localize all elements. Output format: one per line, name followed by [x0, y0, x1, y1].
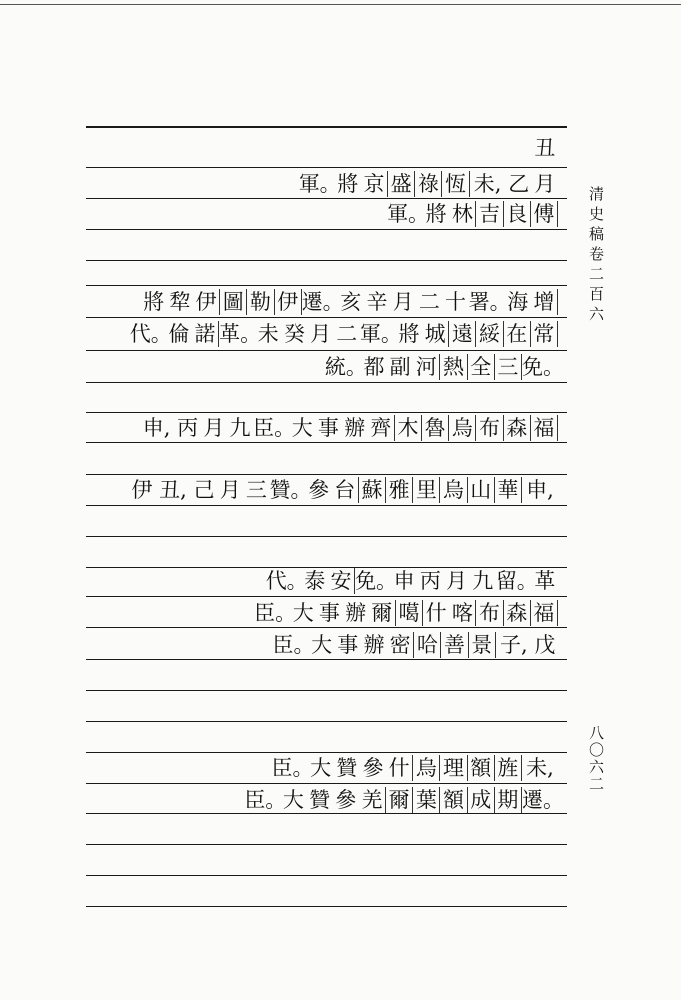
text-char: 統。: [324, 355, 367, 379]
table-row: [86, 787, 564, 813]
text-char: 代。: [129, 322, 172, 346]
text-char: 丑: [534, 136, 556, 160]
text-char: 大: [311, 633, 333, 657]
text-char: 魯: [422, 415, 449, 441]
text-char: 泰: [304, 569, 326, 593]
text-char: 倫: [168, 322, 190, 346]
page-top-edge: [0, 4, 681, 5]
text-char: 伊: [131, 478, 153, 502]
text-char: 月: [534, 172, 556, 196]
text-char: 申,: [526, 478, 554, 502]
text-char: 吉: [476, 201, 503, 227]
text-char: 額: [468, 755, 495, 781]
table-row: [86, 201, 558, 227]
text-char: 林: [449, 201, 476, 227]
ruled-line: [86, 285, 567, 286]
text-char: 臣。: [271, 756, 314, 780]
text-char: 熱: [440, 354, 467, 380]
text-char: 九: [472, 569, 494, 593]
text-char: 齊: [368, 415, 395, 441]
text-char: 參: [335, 788, 357, 812]
text-char: 什: [425, 601, 447, 625]
text-char: 臣。: [253, 416, 296, 440]
ruled-line: [86, 317, 567, 318]
text-char: 大: [291, 416, 313, 440]
text-char: 留。: [495, 569, 538, 593]
text-char: 盛: [388, 171, 415, 197]
text-char: 事: [337, 633, 359, 657]
table-row: [86, 477, 558, 503]
text-char: 綏: [476, 321, 503, 347]
table-row: [86, 568, 558, 594]
text-char: 伊: [193, 289, 220, 315]
ruled-line: [86, 721, 567, 722]
text-char: 革: [534, 569, 556, 593]
text-char: 戊: [534, 633, 556, 657]
text-char: 辦: [363, 633, 385, 657]
text-char: 辦: [344, 416, 366, 440]
text-char: 參: [308, 478, 330, 502]
text-char: 未,: [526, 756, 554, 780]
text-char: 成: [468, 787, 495, 813]
ruled-line: [86, 813, 567, 814]
text-char: 都: [363, 355, 385, 379]
table-row: [86, 415, 558, 441]
text-char: 山: [468, 477, 495, 503]
text-char: 二: [336, 322, 358, 346]
text-char: 森: [504, 415, 531, 441]
text-char: 月: [219, 478, 241, 502]
text-char: 布: [476, 415, 503, 441]
ruled-line: [86, 875, 567, 876]
text-char: 額: [440, 787, 467, 813]
text-char: 月: [392, 290, 414, 314]
text-char: 哈: [414, 632, 441, 658]
ruled-line: [86, 536, 567, 537]
table-row: [86, 755, 558, 781]
text-char: 河: [413, 354, 440, 380]
text-char: 軍。: [298, 172, 341, 196]
text-char: 副: [389, 355, 411, 379]
text-char: 贊: [309, 788, 331, 812]
text-char: 烏: [413, 755, 440, 781]
ruled-line: [86, 627, 567, 628]
ruled-line: [86, 659, 567, 660]
table-row: [86, 321, 558, 347]
text-char: 贊。: [269, 478, 312, 502]
text-char: 丙: [419, 569, 441, 593]
text-char: 葉: [413, 787, 440, 813]
text-char: 爾: [386, 787, 413, 813]
text-char: 三: [245, 478, 267, 502]
text-char: 大: [292, 601, 314, 625]
text-char: 將: [398, 322, 420, 346]
text-char: 辦: [345, 601, 367, 625]
text-char: 二: [418, 290, 440, 314]
text-char: 理: [440, 755, 467, 781]
table-row: [86, 600, 558, 626]
text-char: 將: [337, 172, 359, 196]
text-char: 台: [332, 477, 359, 503]
text-char: 安: [328, 568, 355, 594]
ruled-line: [86, 198, 567, 199]
text-char: 噶: [396, 600, 423, 626]
ruled-line: [86, 126, 567, 128]
text-char: 祿: [415, 171, 442, 197]
text-char: 增: [531, 289, 558, 315]
ruled-line: [86, 844, 567, 845]
text-char: 烏: [440, 477, 467, 503]
text-char: 京: [361, 171, 388, 197]
text-char: 遠: [449, 321, 476, 347]
text-char: 署。: [468, 290, 511, 314]
text-char: 福: [531, 600, 558, 626]
text-char: 乙: [508, 172, 530, 196]
text-char: 旌: [495, 755, 522, 781]
text-char: 九: [229, 416, 251, 440]
text-char: 福: [531, 415, 558, 441]
text-char: 遷。: [522, 788, 564, 812]
text-char: 全: [468, 354, 495, 380]
text-char: 傅: [531, 201, 558, 227]
ruled-line: [86, 752, 567, 753]
ruled-line: [86, 229, 567, 230]
text-char: 木: [395, 415, 422, 441]
ruled-line: [86, 474, 567, 475]
text-char: 軍。: [359, 322, 402, 346]
ruled-line: [86, 505, 567, 506]
text-char: 事: [318, 601, 340, 625]
text-char: 在: [504, 321, 531, 347]
text-char: 免。: [522, 355, 564, 379]
page-number: 八〇六二: [587, 725, 605, 793]
text-char: 里: [413, 477, 440, 503]
text-char: 景: [469, 632, 496, 658]
text-char: 喀: [449, 600, 476, 626]
text-char: 臣。: [244, 788, 287, 812]
text-char: 事: [317, 416, 339, 440]
table-row: [86, 289, 558, 315]
table-row: [86, 632, 558, 658]
text-char: 三: [495, 354, 522, 380]
ruled-line: [86, 906, 567, 907]
text-char: 蘇: [359, 477, 386, 503]
text-char: 海: [507, 290, 529, 314]
text-char: 遷。: [301, 290, 344, 314]
ruled-line: [86, 596, 567, 597]
text-char: 勒: [247, 289, 274, 315]
text-char: 贊: [336, 756, 358, 780]
text-char: 癸: [283, 322, 305, 346]
text-char: 己: [193, 478, 215, 502]
ruled-line: [86, 690, 567, 691]
text-char: 伊: [275, 289, 302, 315]
text-char: 將: [425, 202, 447, 226]
text-char: 革。: [219, 322, 262, 346]
ruled-line: [86, 350, 567, 351]
text-char: 爾: [369, 600, 396, 626]
text-char: 參: [362, 756, 384, 780]
text-char: 月: [310, 322, 332, 346]
table-row: [86, 354, 564, 380]
running-head: 清史稿卷二百六: [587, 186, 605, 326]
text-char: 華: [495, 477, 522, 503]
text-char: 烏: [449, 415, 476, 441]
text-char: 未,: [473, 172, 502, 196]
ruled-line: [86, 382, 567, 383]
ruled-line: [86, 167, 567, 168]
text-char: 丑,: [159, 478, 187, 502]
text-char: 布: [476, 600, 503, 626]
text-char: 城: [422, 321, 449, 347]
text-char: 良: [504, 201, 531, 227]
text-char: 子,: [499, 633, 528, 657]
text-char: 十: [445, 290, 467, 314]
table-row: [86, 135, 558, 161]
text-char: 諾: [192, 321, 219, 347]
ruled-line: [86, 442, 567, 443]
text-char: 常: [531, 321, 558, 347]
text-char: 申,: [142, 416, 171, 440]
text-char: 期: [495, 787, 522, 813]
text-char: 月: [446, 569, 468, 593]
ruled-line: [86, 260, 567, 261]
text-char: 亥: [340, 290, 362, 314]
text-char: 臣。: [272, 633, 315, 657]
text-char: 雅: [386, 477, 413, 503]
text-char: 圖: [220, 289, 247, 315]
text-char: 臣。: [254, 601, 297, 625]
text-char: 丙: [177, 416, 199, 440]
text-char: 大: [282, 788, 304, 812]
text-char: 密: [387, 632, 414, 658]
text-char: 免。: [355, 569, 398, 593]
table-row: [86, 171, 558, 197]
text-char: 軍。: [387, 202, 430, 226]
text-char: 申: [393, 569, 415, 593]
text-char: 犂: [169, 290, 191, 314]
text-char: 什: [386, 755, 413, 781]
text-char: 恆: [442, 171, 469, 197]
text-char: 森: [504, 600, 531, 626]
ruled-line: [86, 412, 567, 413]
text-char: 月: [203, 416, 225, 440]
text-char: 將: [143, 290, 165, 314]
text-char: 未: [257, 322, 279, 346]
text-char: 善: [441, 632, 468, 658]
text-char: 大: [310, 756, 332, 780]
text-char: 代。: [265, 569, 308, 593]
text-char: 羌: [359, 787, 386, 813]
text-char: 辛: [366, 290, 388, 314]
ruled-line: [86, 783, 567, 784]
